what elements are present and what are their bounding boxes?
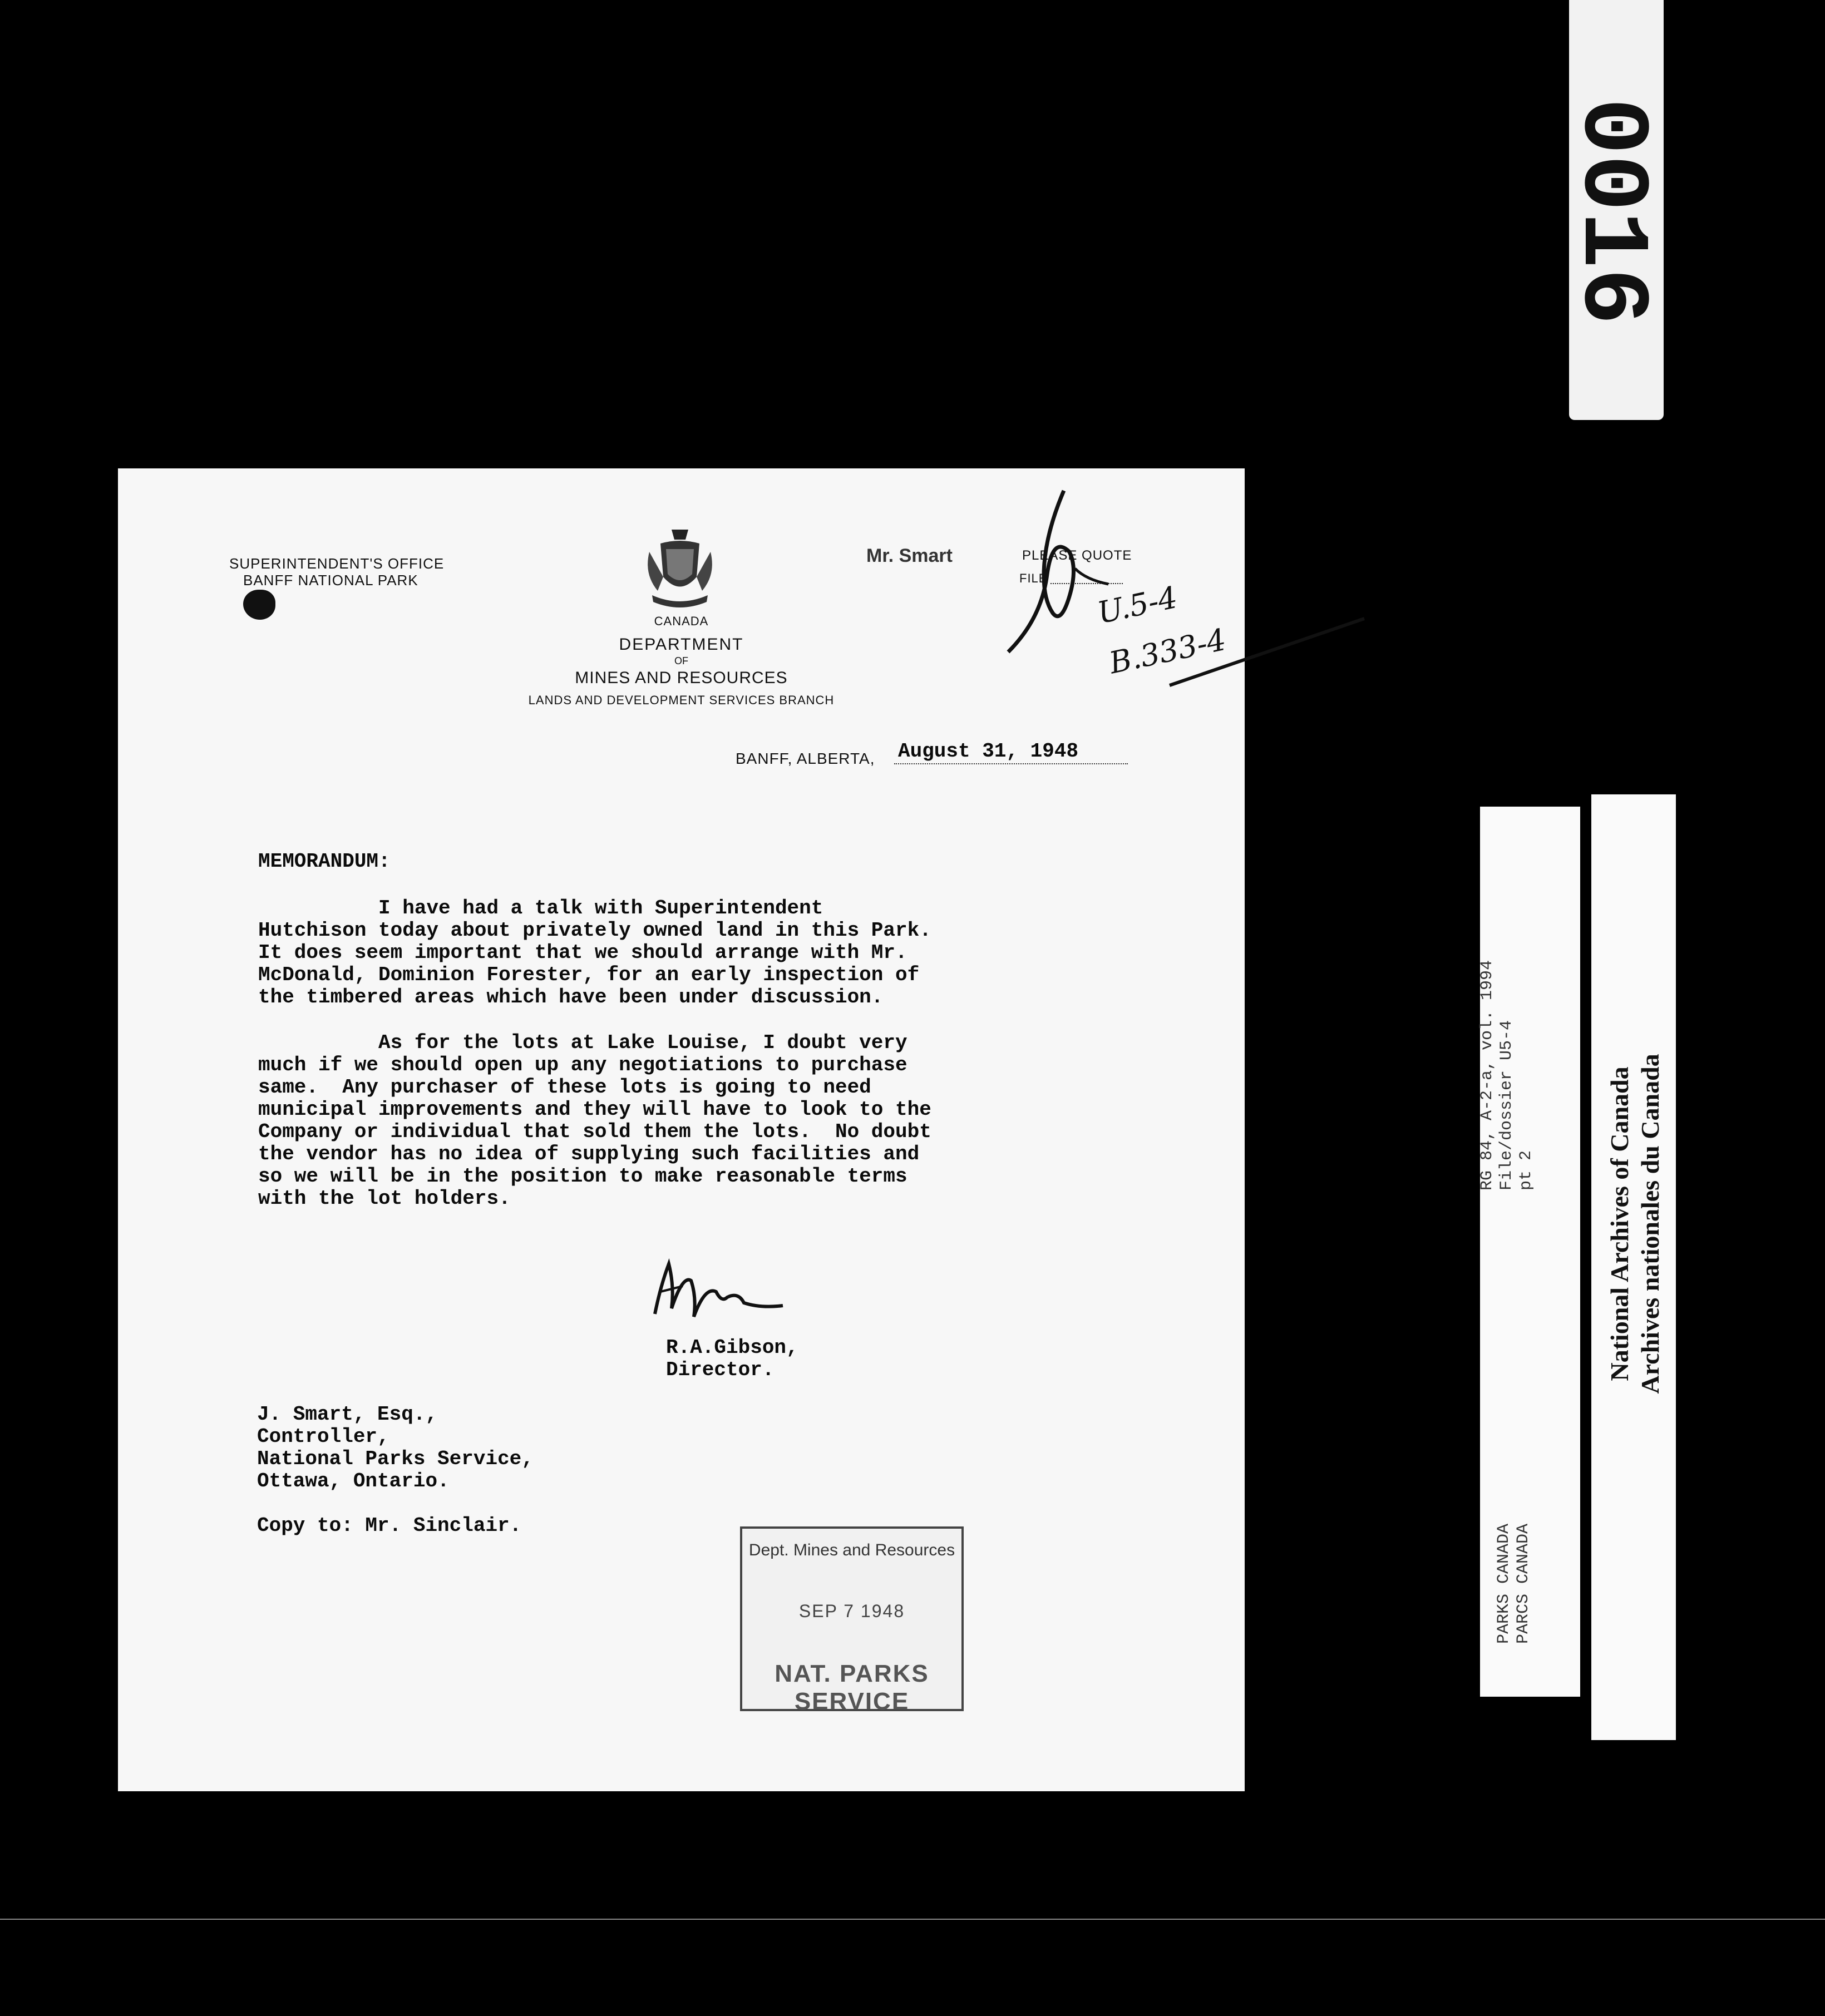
microfilm-bottom-rule [0,1919,1825,1920]
royal-coat-of-arms-icon [641,524,719,613]
address-line: J. Smart, Esq., [257,1403,438,1426]
frame-number-card [1557,0,1664,420]
file-label: FILE [1019,571,1048,585]
address-line: Controller, [257,1425,389,1448]
parks-canada-label [1480,1446,1580,1697]
addressee-note: Mr. Smart [866,545,953,566]
stamp-service: NAT. PARKS SERVICE [775,1660,929,1715]
body-line: the timbered areas which have been under discussion. [258,986,884,1009]
body-line: Hutchison today about privately owned land in this Park. [258,919,931,942]
frame-number [1557,22,1664,401]
body-line: municipal improvements and they will have to look to the [258,1098,931,1121]
body-line: Company or individual that sold them the lots. No doubt [258,1120,931,1143]
date-dotted-line [894,763,1128,764]
stamp-department: Dept. Mines and Resources [748,1541,955,1559]
body-line: McDonald, Dominion Forester, for an early inspection of [258,963,920,986]
rg-line-1: RG 84, A-2-a, vol. 1994 [1478,960,1497,1190]
letterhead-of: OF [674,655,688,666]
body-line: It does seem important that we should arrange with Mr. [258,941,907,964]
body-line: same. Any purchaser of these lots is going to need [258,1076,871,1099]
memo-heading: MEMORANDUM: [258,850,391,873]
file-reference-2: B.333-4 [1106,621,1229,681]
received-stamp [740,1526,964,1715]
signer-title: Director. [666,1358,775,1381]
letterhead-department: DEPARTMENT [619,635,744,654]
letter-place: BANFF, ALBERTA, [736,750,875,767]
copy-to-line: Copy to: Mr. Sinclair. [257,1514,522,1537]
archives-en: National Archives of Canada [1605,1066,1634,1381]
body-line: I have had a talk with Superintendent [258,897,823,920]
parks-en: PARKS CANADA [1494,1523,1513,1644]
stamp-date: SEP 7 1948 [798,1601,905,1621]
national-archives-text [1591,946,1676,1502]
rg-line-2: File/dossier U5-4 [1497,1020,1516,1190]
body-line: with the lot holders. [258,1187,511,1210]
handwritten-signature [644,1253,788,1325]
signer-name: R.A.Gibson, [666,1336,798,1359]
body-line: As for the lots at Lake Louise, I doubt very [258,1031,907,1054]
body-line: much if we should open up any negotiations to purchase [258,1054,907,1076]
letterhead-branch: LANDS AND DEVELOPMENT SERVICES BRANCH [528,693,835,707]
address-line: Ottawa, Ontario. [257,1470,450,1493]
record-group-reference [1480,807,1580,1252]
rg-line-3: pt 2 [1517,1150,1536,1190]
file-reference-1: U.5-4 [1094,579,1181,631]
frame-number-text: 0016 [1557,97,1664,325]
letterhead-department-name: MINES AND RESOURCES [575,669,788,687]
letterhead-country: CANADA [654,614,709,628]
body-line: so we will be in the position to make reasonable terms [258,1165,907,1188]
letter-sheet [118,468,1245,1791]
office-line-1: SUPERINTENDENT'S OFFICE [229,555,445,572]
office-line-2: BANFF NATIONAL PARK [243,572,418,589]
body-line: the vendor has no idea of supplying such facilities and [258,1143,920,1165]
letter-date: August 31, 1948 [898,740,1079,763]
please-quote-label: PLEASE QUOTE [1022,548,1132,563]
archives-fr: Archives nationales du Canada [1636,1054,1664,1394]
parks-fr: PARCS CANADA [1514,1523,1533,1644]
address-line: National Parks Service, [257,1447,534,1470]
